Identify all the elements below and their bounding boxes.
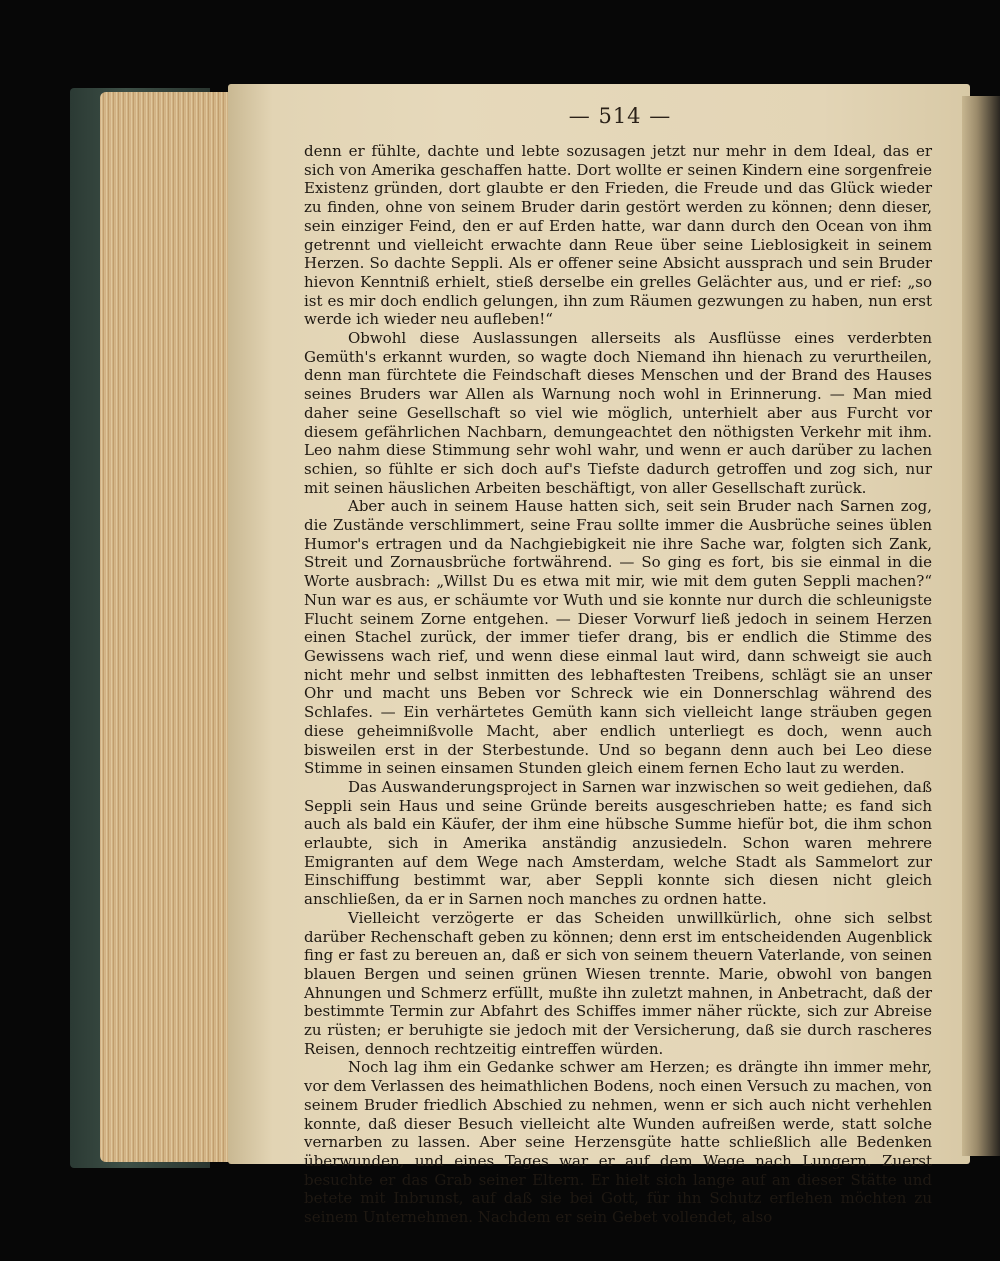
paragraph-4: Das Auswanderungsproject in Sarnen war inzwischen so weit gediehen, daß Seppli sein Haus und seine Gründe bereits ausgeschrieben hatte; es fand sich auch als bald ein Käufer, der ihm eine hübsche Summe hiefür bot, die ihm schon erlaubte, sich in Amerika anständig anzusiedeln. Schon waren mehrere Emigranten auf dem Wege nach Amsterdam, welche Stadt als Sammelort zur Einschiffung bestimmt war, aber Seppli konnte sich diesen nicht gleich anschließen, da er in Sarnen noch manches zu ordnen hatte. <box>304 777 932 909</box>
paragraph-5: Vielleicht verzögerte er das Scheiden unwillkürlich, ohne sich selbst darüber Rechenschaft geben zu können; denn erst im entscheidenden Augenblick fing er fast zu bereuen an, daß er sich von seinem theuern Vaterlande, von seinen blauen Bergen und seinen grünen Wiesen trennte. Marie, obwohl von bangen Ahnungen und Schmerz erfüllt, mußte ihn zuletzt mahnen, in Anbetracht, daß der bestimmte Termin zur Abfahrt des Schiffes immer näher rückte, sich zur Abreise zu rüsten; er beruhigte sie jedoch mit der Versicherung, daß sie durch rascheres Reisen, dennoch rechtzeitig eintreffen würden. <box>304 908 932 1058</box>
paragraph-2: Obwohl diese Auslassungen allerseits als Ausflüsse eines verderbten Gemüth's erkannt wurden, so wagte doch Niemand ihn hienach zu verurtheilen, denn man fürchtete die Feindschaft dieses Menschen und der Brand des Hauses seines Bruders war Allen als Warnung noch wohl in Erinnerung. — Man mied daher seine Gesellschaft so viel wie möglich, unterhielt aber aus Furcht vor diesem gefährlichen Nachbarn, demungeachtet den nöthigsten Verkehr mit ihm. Leo nahm diese Stimmung sehr wohl wahr, und wenn er auch darüber zu lachen schien, so fühlte er sich doch auf's Tiefste dadurch getroffen und zog sich, nur mit seinen häuslichen Arbeiten beschäftigt, von aller Gesellschaft zurück. <box>304 329 932 497</box>
paragraph-3: Aber auch in seinem Hause hatten sich, seit sein Bruder nach Sarnen zog, die Zustände verschlimmert, seine Frau sollte immer die Ausbrüche seines üblen Humor's ertragen und da Nachgiebigkeit nie ihre Sache war, folgten sich Zank, Streit und Zornausbrüche fortwährend. — So ging es fort, bis sie einmal in die Worte ausbrach: „Willst Du es etwa mit mir, wie mit dem guten Seppli machen?“ Nun war es aus, er schäumte vor Wuth und sie konnte nur durch die schleunigste Flucht seinem Zorne entgehen. — Dieser Vorwurf ließ jedoch in seinem Herzen einen Stachel zurück, der immer tiefer drang, bis er endlich die Stimme des Gewissens wach rief, und wenn diese einmal laut wird, dann schweigt sie auch nicht mehr und selbst inmitten des lebhaftesten Treibens, schlägt sie an unser Ohr und macht uns Beben vor Schreck wie ein Donnerschlag während des Schlafes. — Ein verhärtetes Gemüth kann sich vielleicht lange sträuben gegen diese geheimnißvolle Macht, aber endlich unterliegt es doch, wenn auch bisweilen erst in der Sterbestunde. Und so begann denn auch bei Leo diese Stimme in seinen einsamen Stunden gleich einem fernen Echo laut zu werden. <box>304 497 932 778</box>
paragraph-6: Noch lag ihm ein Gedanke schwer am Herzen; es drängte ihn immer mehr, vor dem Verlassen des heimathlichen Bodens, noch einen Versuch zu machen, von seinem Bruder friedlich Abschied zu nehmen, wenn er sich auch nicht verhehlen konnte, daß dieser Besuch vielleicht alte Wunden aufreißen werde, statt solche vernarben zu lassen. Aber seine Herzensgüte hatte schließlich alle Bedenken überwunden, und eines Tages war er auf dem Wege nach Lungern. Zuerst besuchte er das Grab seiner Eltern. Er hielt sich lange auf an dieser Stätte und betete mit Inbrunst, auf daß sie bei Gott, für ihn Schutz erflehen möchten zu seinem Unternehmen. Nachdem er sein Gebet vollendet, also <box>304 1058 932 1227</box>
page-gutter-shadow <box>962 96 1000 1156</box>
page-number: — 514 — <box>568 104 672 128</box>
page-edges <box>100 92 240 1162</box>
body-text <box>304 142 932 1227</box>
paragraph-1: denn er fühlte, dachte und lebte sozusagen jetzt nur mehr in dem Ideal, das er sich von Amerika geschaffen hatte. Dort wollte er seinen Kindern eine sorgenfreie Existenz gründen, dort glaubte er den Frieden, die Freude und das Glück wieder zu finden, ohne von seinem Bruder darin gestört werden zu können; denn dieser, sein einziger Feind, den er auf Erden hatte, war dann durch den Ocean von ihm getrennt und vielleicht erwachte dann Reue über seine Lieblosigkeit in seinem Herzen. So dachte Seppli. Als er offener seine Absicht aussprach und sein Bruder hievon Kenntniß erhielt, stieß derselbe ein grelles Gelächter aus, und er rief: „so ist es mir doch endlich gelungen, ihn zum Räumen gezwungen zu haben, nun erst werde ich wieder neu aufleben!“ <box>304 142 932 329</box>
